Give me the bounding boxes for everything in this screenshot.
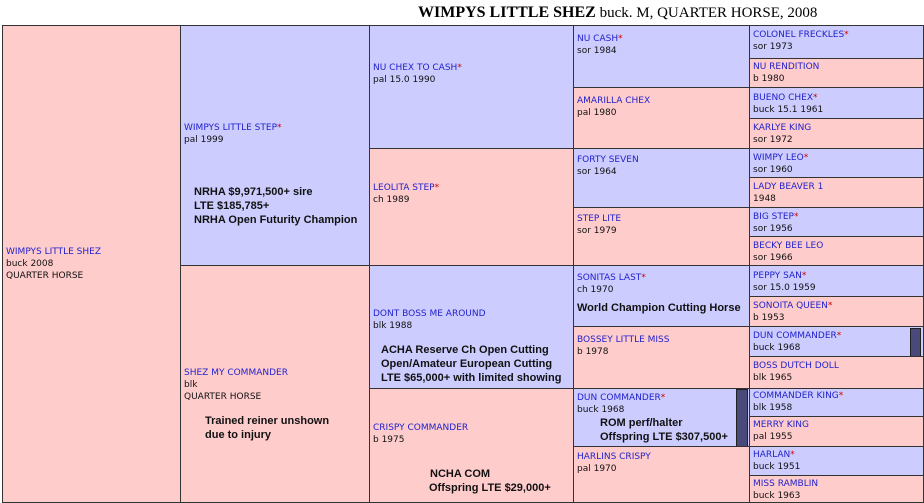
ancestor-name[interactable]: HARLAN* xyxy=(753,450,795,460)
ancestor-info: buck 1963 xyxy=(753,491,801,501)
great-grandparent-info: sor 1964 xyxy=(577,167,617,177)
great-grandparent-cell xyxy=(573,388,750,447)
grandparent-note: ACHA Reserve Ch Open Cutting xyxy=(381,344,549,356)
ancestor-info: sor 1966 xyxy=(753,253,793,263)
ancestor-name[interactable]: KARLYE KING xyxy=(753,123,812,133)
great-grandparent-note: World Champion Cutting Horse xyxy=(577,302,741,314)
grandparent-cell xyxy=(369,265,574,389)
ancestor-name[interactable]: SONOITA QUEEN* xyxy=(753,301,833,311)
ancestor-cell xyxy=(749,148,924,178)
ancestor-cell xyxy=(749,356,924,389)
grandparent-cell xyxy=(369,25,574,149)
grandparent-notes xyxy=(381,343,561,385)
grandparent-note: Offspring LTE $29,000+ xyxy=(429,482,551,494)
great-grandparent-name[interactable]: BOSSEY LITTLE MISS xyxy=(577,335,670,345)
ancestor-info: buck 1951 xyxy=(753,462,801,472)
great-grandparent-cell xyxy=(573,25,750,88)
great-grandparent-info: pal 1980 xyxy=(577,108,617,118)
great-grandparent-name[interactable]: SONITAS LAST* xyxy=(577,273,646,283)
great-grandparent-cell xyxy=(573,265,750,327)
great-grandparent-cell xyxy=(573,446,750,503)
ancestor-name[interactable]: LADY BEAVER 1 xyxy=(753,182,824,192)
ancestor-cell xyxy=(749,118,924,149)
great-grandparent-info: b 1978 xyxy=(577,347,609,357)
subject-cell xyxy=(2,25,181,503)
subject-info: buck 2008 xyxy=(6,259,54,269)
ancestor-name[interactable]: COMMANDER KING* xyxy=(753,391,844,401)
grandparent-name[interactable]: NU CHEX TO CASH* xyxy=(373,63,462,73)
grandparent-info: ch 1989 xyxy=(373,195,410,205)
great-grandparent-name[interactable]: STEP LITE xyxy=(577,214,622,224)
great-grandparent-name[interactable]: AMARILLA CHEX xyxy=(577,96,651,106)
dam-info: blk xyxy=(184,380,198,390)
ancestor-cell xyxy=(749,416,924,447)
pedigree-title xyxy=(418,4,817,24)
sire-note: LTE $185,785+ xyxy=(194,200,270,212)
ancestor-cell xyxy=(749,177,924,208)
dam-note: due to injury xyxy=(205,429,271,441)
great-grandparent-cell xyxy=(573,326,750,389)
ancestor-cell xyxy=(749,58,924,88)
great-grandparent-info: ch 1970 xyxy=(577,285,614,295)
dam-name[interactable]: SHEZ MY COMMANDER xyxy=(184,368,288,378)
ancestor-info: sor 1972 xyxy=(753,135,793,145)
great-grandparent-name[interactable]: DUN COMMANDER* xyxy=(577,393,666,403)
ancestor-cell xyxy=(749,25,924,59)
ancestor-name[interactable]: WIMPY LEO* xyxy=(753,153,809,163)
great-grandparent-name[interactable]: NU CASH* xyxy=(577,34,623,44)
ancestor-cell xyxy=(749,388,924,417)
grandparent-name[interactable]: LEOLITA STEP* xyxy=(373,183,440,193)
grandparent-name[interactable]: CRISPY COMMANDER xyxy=(373,423,469,433)
sire-note: NRHA $9,971,500+ sire xyxy=(194,186,313,198)
great-grandparent-name[interactable]: FORTY SEVEN xyxy=(577,155,639,165)
ancestor-info: blk 1958 xyxy=(753,403,793,413)
dam-notes xyxy=(205,414,329,442)
sire-info: pal 1999 xyxy=(184,135,224,145)
ancestor-info: buck 15.1 1961 xyxy=(753,105,824,115)
ancestor-name[interactable]: DUN COMMANDER* xyxy=(753,331,842,341)
ancestor-name[interactable]: NU RENDITION xyxy=(753,62,820,72)
grandparent-cell xyxy=(369,388,574,503)
ancestor-name[interactable]: COLONEL FRECKLES* xyxy=(753,30,849,40)
great-grandparent-note: Offspring LTE $307,500+ xyxy=(600,431,728,443)
grandparent-note: LTE $65,000+ with limited showing xyxy=(381,372,562,384)
ancestor-cell xyxy=(749,207,924,237)
ancestor-cell xyxy=(749,265,924,297)
great-grandparent-notes xyxy=(600,416,728,444)
grandparent-note: Open/Amateur European Cutting xyxy=(381,358,553,370)
ancestor-info: sor 1960 xyxy=(753,165,793,175)
grandparent-info: pal 15.0 1990 xyxy=(373,75,436,85)
grandparent-notes xyxy=(429,467,551,495)
ancestor-cell xyxy=(749,446,924,476)
grandparent-note: NCHA COM xyxy=(430,468,491,480)
grandparent-info: b 1975 xyxy=(373,435,405,445)
ancestor-cell xyxy=(749,326,924,357)
ancestor-name[interactable]: BIG STEP* xyxy=(753,212,799,222)
ancestor-info: b 1953 xyxy=(753,313,785,323)
great-grandparent-cell xyxy=(573,207,750,266)
sire-name[interactable]: WIMPYS LITTLE STEP* xyxy=(184,123,282,133)
great-grandparent-info: buck 1968 xyxy=(577,405,625,415)
ancestor-info: 1948 xyxy=(753,194,776,204)
ancestor-cell xyxy=(749,475,924,503)
great-grandparent-info: sor 1984 xyxy=(577,46,617,56)
ancestor-info: sor 1956 xyxy=(753,224,793,234)
dam-note: Trained reiner unshown xyxy=(205,415,330,427)
grandparent-name[interactable]: DONT BOSS ME AROUND xyxy=(373,309,486,319)
ancestor-name[interactable]: MERRY KING xyxy=(753,420,810,430)
ancestor-name[interactable]: MISS RAMBLIN xyxy=(753,479,819,489)
scrollbar-thumb[interactable] xyxy=(736,389,748,447)
title-horse-name: WIMPYS LITTLE SHEZ xyxy=(418,4,596,21)
ancestor-name[interactable]: BECKY BEE LEO xyxy=(753,241,824,251)
ancestor-cell xyxy=(749,87,924,119)
dam-cell xyxy=(180,265,370,503)
great-grandparent-cell xyxy=(573,148,750,208)
ancestor-info: sor 1973 xyxy=(753,42,793,52)
grandparent-info: blk 1988 xyxy=(373,321,413,331)
ancestor-info: blk 1965 xyxy=(753,373,793,383)
ancestor-name[interactable]: BUENO CHEX* xyxy=(753,93,818,103)
ancestor-info: b 1980 xyxy=(753,74,785,84)
ancestor-info: pal 1955 xyxy=(753,432,793,442)
grandparent-cell xyxy=(369,148,574,266)
great-grandparent-name[interactable]: HARLINS CRISPY xyxy=(577,452,651,462)
ancestor-name[interactable]: PEPPY SAN* xyxy=(753,271,807,281)
dam-breed: QUARTER HORSE xyxy=(184,392,262,402)
scrollbar-thumb[interactable] xyxy=(910,328,921,357)
ancestor-info: sor 15.0 1959 xyxy=(753,283,816,293)
great-grandparent-notes xyxy=(577,301,741,315)
subject-breed: QUARTER HORSE xyxy=(6,271,84,281)
ancestor-cell xyxy=(749,236,924,266)
title-details: buck. M, QUARTER HORSE, 2008 xyxy=(599,5,818,21)
sire-cell xyxy=(180,25,370,266)
sire-note: NRHA Open Futurity Champion xyxy=(194,214,358,226)
great-grandparent-info: pal 1970 xyxy=(577,464,617,474)
ancestor-info: buck 1968 xyxy=(753,343,801,353)
great-grandparent-note: ROM perf/halter xyxy=(600,417,683,429)
sire-notes xyxy=(194,185,357,227)
ancestor-cell xyxy=(749,296,924,327)
ancestor-name[interactable]: BOSS DUTCH DOLL xyxy=(753,361,839,371)
great-grandparent-info: sor 1979 xyxy=(577,226,617,236)
subject-name[interactable]: WIMPYS LITTLE SHEZ xyxy=(6,247,102,257)
great-grandparent-cell xyxy=(573,87,750,149)
